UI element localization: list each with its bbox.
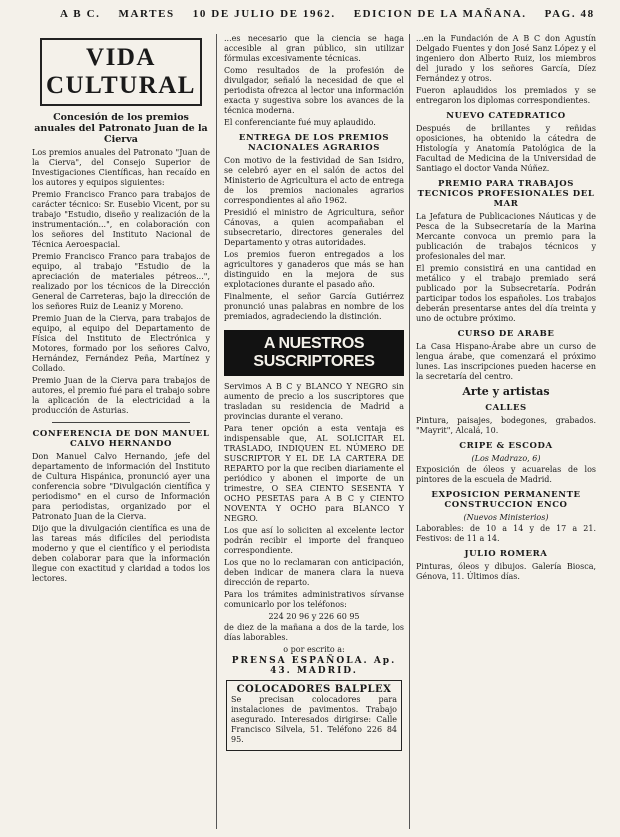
- ad-title: COLOCADORES BALPLEX: [236, 684, 392, 695]
- article-paragraph: El premio consistirá en una cantidad en metálico y el trabajo premiado será publicado por la Subsecretaría. Podrán participar todos los españoles. Los trabajos deberán presentarse antes del día treinta y uno de octubre próximo.: [416, 264, 596, 323]
- article-paragraph: Presidió el ministro de Agricultura, señor Cánovas, a quien acompañaban el subsecretario, directores generales del Departamento y otras autoridades.: [224, 208, 404, 247]
- listing-text: Laborables: de 10 a 14 y de 17 a 21. Festivos: de 11 a 14.: [416, 524, 596, 543]
- conference-heading: CONFERENCIA DE DON MANUEL CALVO HERNANDO: [32, 429, 210, 449]
- gallery-address: (Los Madrazo, 6): [471, 454, 541, 463]
- arabic-course-heading: CURSO DE ARABE: [457, 329, 555, 339]
- listing-text: Pintura, paisajes, bodegones, grabados. "Mayrit", Alcalá, 10.: [416, 416, 596, 435]
- column-1: [32, 34, 210, 831]
- article-paragraph: Dijo que la divulgación científica es una de las tareas más difíciles del periodista moderno y que el científico y el periodista deben colaborar para que la información llegue con exactitud y claridad a todos los lectores.: [32, 524, 210, 583]
- prize-sea-heading: PREMIO PARA TRABAJOS TECNICOS PROFESIONALES DEL MAR: [417, 179, 595, 209]
- notice-paragraph: Para tener opción a esta ventaja es indispensable que, AL SOLICITAR EL TRASLADO, INDIQUEN EL NÚMERO DE SUSCRIPTOR Y EL DE LA CARTERA DE REPARTO por la que reciben diariamente el periódico y abonen el importe de un trimestre, O SEA CIENTO SESENTA Y OCHO PESETAS para A B C y CIENTO NOVENTA Y OCHO para BLANCO Y NEGRO.: [224, 424, 404, 523]
- subscribers-banner: A NUESTROS SUSCRIPTORES: [224, 330, 404, 376]
- ad-text: Se precisan colocadores para instalaciones de pavimentos. Trabajo asegurado. Interesados dirigirse: Calle Francisco Silvela, 51. Teléfono 226 84 95.: [231, 695, 397, 744]
- column-3: [416, 34, 596, 831]
- postal-address: PRENSA ESPAÑOLA. Ap. 43. MADRID.: [231, 656, 397, 676]
- section-title: VIDA CULTURAL: [45, 44, 196, 99]
- column-2: [224, 34, 404, 831]
- article-paragraph: Como resultados de la profesión de divulgador, señaló la necesidad de que el periodista ofrezca al lector una información exacta y sugestiva sobre los avances de la técnica moderna.: [224, 66, 404, 115]
- awards-heading: ENTREGA DE LOS PREMIOS NACIONALES AGRARIOS: [238, 133, 390, 153]
- article-paragraph: El conferenciante fué muy aplaudido.: [224, 118, 376, 127]
- article-paragraph: La Casa Hispano-Árabe abre un curso de lengua árabe, que comenzará el próximo lunes. Las inscripciones pueden hacerse en la secretaría del centro.: [416, 342, 596, 381]
- arts-heading: Arte y artistas: [462, 385, 550, 398]
- notice-hours: de diez de la mañana a dos de la tarde, los días laborables.: [224, 623, 404, 642]
- listing-text: Pinturas, óleos y dibujos. Galería Biosca, Génova, 11. Últimos días.: [416, 562, 596, 581]
- article-paragraph: Después de brillantes y reñidas oposiciones, ha obtenido la cátedra de Histología y Anatomía Patológica de la Facultad de Medicina de la Universidad de Santiago el doctor Vanda Núñez.: [416, 124, 596, 173]
- prize-heading: Concesión de los premios anuales del Patronato Juan de la Cierva: [34, 112, 208, 145]
- article-paragraph: ...en la Fundación de A B C don Agustín Delgado Fuentes y don José Sanz López y el ingeniero don Alberto Ruiz, los miembros del jurado y los señores García, Díez Fernández y otros.: [416, 34, 596, 83]
- publication-name: A B C.: [60, 8, 101, 20]
- phone-numbers: 224 20 96 y 226 60 95: [268, 612, 360, 621]
- article-paragraph: Los premios anuales del Patronato "Juan de la Cierva", del Consejo Superior de Investigaciones Científicas, han recaído en los autores y equipos siguientes:: [32, 148, 210, 187]
- notice-paragraph: Servimos A B C y BLANCO Y NEGRO sin aumento de precio a los suscriptores que trasladan su residencia de Madrid a provincias durante el verano.: [224, 382, 404, 421]
- classified-ad: [226, 680, 402, 751]
- cathedra-heading: NUEVO CATEDRATICO: [446, 111, 566, 121]
- article-paragraph: Fueron aplaudidos los premiados y se entregaron los diplomas correspondientes.: [416, 86, 596, 105]
- article-paragraph: Premio Francisco Franco para trabajos de equipo, al trabajo "Estudio de la apreciación de materiales pétreos...", realizado por los técnicos de la Dirección General de Carreteras, bajo la dirección de los señores Ruiz de Leaniz y Moreno.: [32, 252, 210, 311]
- header-page: PAG. 48: [544, 8, 595, 20]
- article-paragraph: Premio Juan de la Cierva para trabajos de autores, el premio fué para el trabajo sobre la aplicación de la electricidad a la producción de Asturias.: [32, 376, 210, 415]
- header-day: MARTES: [118, 8, 175, 20]
- listing-text: Exposición de óleos y acuarelas de los pintores de la escuela de Madrid.: [416, 465, 596, 484]
- exhibition-heading: EXPOSICION PERMANENTE CONSTRUCCION ENCO: [431, 490, 581, 510]
- gallery-heading: CRIPE & ESCODA: [459, 441, 553, 451]
- header-edition: EDICION DE LA MAÑANA.: [353, 8, 527, 20]
- article-paragraph: Premio Juan de la Cierva, para trabajos de equipo, al equipo del Departamento de Física del Instituto de Electrónica y Motores, formado por los señores Calvo, Hernández, Fernández Peña, Martínez y Collado.: [32, 314, 210, 373]
- article-paragraph: Los premios fueron entregados a los agricultores y ganaderos que más se han distinguido en la mejora de sus explotaciones durante el pasado año.: [224, 250, 404, 289]
- notice-paragraph: Los que no lo reclamaran con anticipación, deben indicar de manera clara la nueva dirección de reparto.: [224, 558, 404, 587]
- page-header: [60, 4, 600, 24]
- article-paragraph: Premio Francisco Franco para trabajos de carácter técnico: Sr. Eusebio Vicent, por su trabajo "Estudio, diseño y realización de la instrumentación...", en colaboración con los señores del Instituto Nacional de Técnica Aeroespacial.: [32, 190, 210, 249]
- article-paragraph: Finalmente, el señor García Gutiérrez pronunció unas palabras en nombre de los premiados, agradeciendo la distinción.: [224, 292, 404, 321]
- artist-heading: JULIO ROMERA: [464, 549, 548, 559]
- article-paragraph: ...es necesario que la ciencia se haga accesible al gran público, sin utilizar fórmulas excesivamente técnicas.: [224, 34, 404, 63]
- notice-paragraph: Los que así lo soliciten al excelente lector podrán recibir el importe del franqueo correspondiente.: [224, 526, 404, 555]
- header-date: 10 DE JULIO DE 1962.: [192, 8, 336, 20]
- article-paragraph: La Jefatura de Publicaciones Náuticas y de Pesca de la Subsecretaría de la Marina Mercante convoca un premio para la publicación de trabajos técnicos y profesionales del mar.: [416, 212, 596, 261]
- article-paragraph: Con motivo de la festividad de San Isidro, se celebró ayer en el salón de actos del Ministerio de Agricultura el acto de entrega de los premios nacionales agrarios correspondientes al año 1962.: [224, 156, 404, 205]
- section-box: [40, 38, 202, 106]
- exhibition-location: (Nuevos Ministerios): [463, 513, 549, 522]
- column-divider: [409, 34, 410, 829]
- address-lead: o por escrito a:: [283, 645, 345, 654]
- divider: [52, 422, 190, 423]
- notice-paragraph: Para los trámites administrativos sírvanse comunicarlo por los teléfonos:: [224, 590, 404, 609]
- calles-heading: CALLES: [485, 403, 527, 413]
- column-divider: [216, 34, 217, 829]
- article-paragraph: Don Manuel Calvo Hernando, jefe del departamento de información del Instituto de Cultura Hispánica, pronunció ayer una conferencia sobre "Divulgación científica y periodismo" en el curso de Información para periodistas, organizado por el Patronato Juan de la Cierva.: [32, 452, 210, 521]
